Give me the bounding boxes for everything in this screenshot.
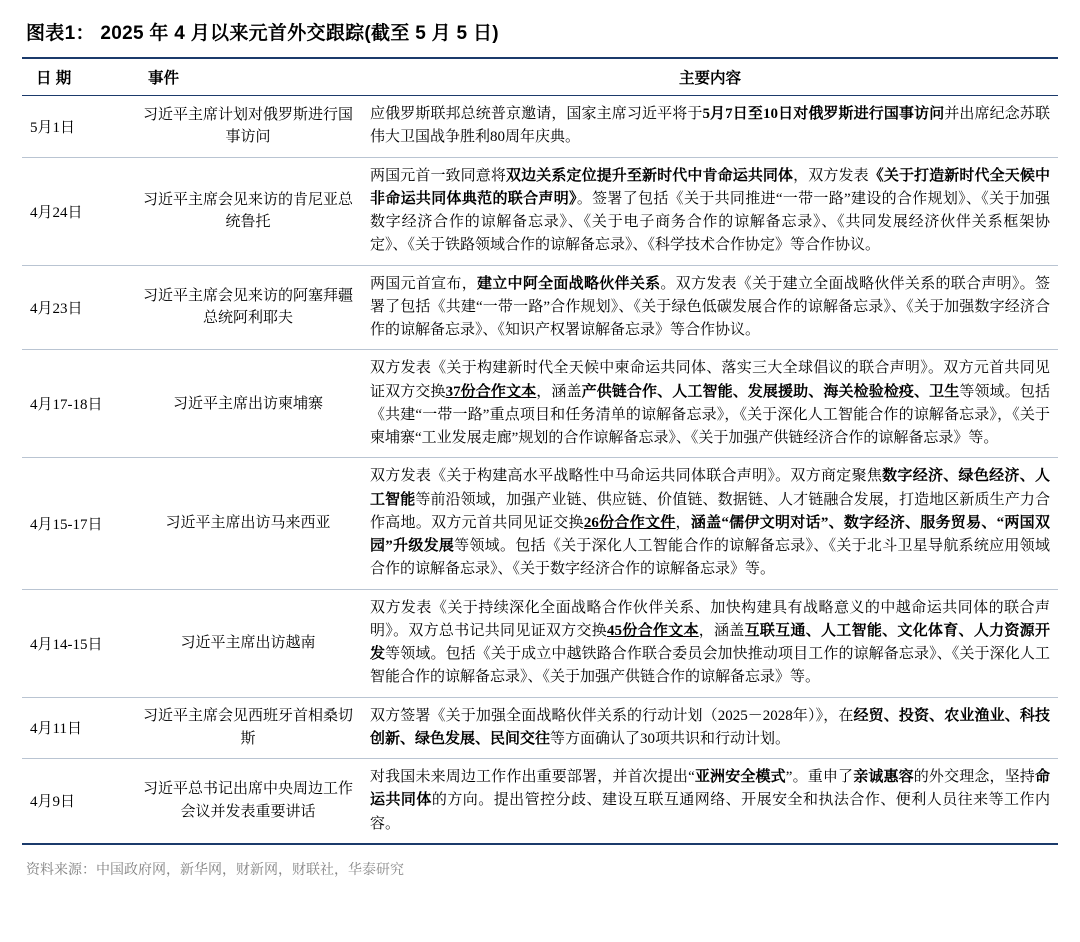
column-header-event: 事件 <box>148 70 180 87</box>
table-header <box>22 58 1058 96</box>
cell-content: 两国元首一致同意将双边关系定位提升至新时代中肯命运共同体，双方发表《关于打造新时代全天候中非命运共同体典范的联合声明》。签署了包括《关于共同推进“一带一路”建设的合作规划》、《关于加强数字经济合作的谅解备忘录》、《关于电子商务合作的谅解备忘录》、《共同发展经济伙伴关系框架协定》、《关于铁路领域合作的谅解备忘录》、《科学技术合作协定》等合作协议。 <box>370 167 1050 254</box>
cell-date: 4月14-15日 <box>30 636 103 653</box>
cell-event: 习近平主席出访越南 <box>180 634 316 651</box>
cell-event: 习近平主席会见西班牙首相桑切斯 <box>142 708 353 747</box>
column-header-date: 日 期 <box>36 70 72 87</box>
cell-event: 习近平主席出访柬埔寨 <box>172 395 323 412</box>
table-row <box>22 96 1058 158</box>
cell-date: 4月9日 <box>30 794 76 811</box>
cell-event: 习近平主席会见来访的阿塞拜疆总统阿利耶夫 <box>142 287 353 327</box>
source-label: 资料来源： <box>26 860 96 877</box>
cell-event: 习近平主席会见来访的肯尼亚总统鲁托 <box>142 191 353 230</box>
cell-date: 4月15-17日 <box>30 516 103 533</box>
cell-event: 习近平主席计划对俄罗斯进行国事访问 <box>142 106 353 146</box>
page-title: 图表1： 2025 年 4 月以来元首外交跟踪(截至 5 月 5 日) <box>26 23 499 44</box>
cell-content: 双方发表《关于构建新时代全天候中柬命运共同体、落实三大全球倡议的联合声明》。双方元首共同见证双方交换37份合作文本，涵盖产供链合作、人工智能、发展援助、海关检验检疫、卫生等领域。包括《共建“一带一路”重点项目和任务清单的谅解备忘录》，《关于深化人工智能合作的谅解备忘录》，《关于柬埔寨“工业发展走廊”规划的合作谅解备忘录》、《关于加强产供链经济合作的谅解备忘录》等。 <box>370 360 1050 446</box>
cell-date: 4月24日 <box>30 204 83 221</box>
cell-content: 两国元首宣布，建立中阿全面战略伙伴关系。双方发表《关于建立全面战略伙伴关系的联合声明》。签署了包括《共建“一带一路”合作规划》、《关于绿色低碳发展合作的谅解备忘录》、《关于加强数字经济合作的谅解备忘录》、《知识产权署谅解备忘录》等合作协议。 <box>370 275 1050 338</box>
table-header-row <box>22 58 1058 96</box>
diplomacy-tracking-table <box>22 57 1058 845</box>
table-body <box>22 96 1058 844</box>
source-items: 中国政府网，新华网，财新网，财联社， <box>96 860 348 877</box>
table-row <box>22 589 1058 697</box>
table-row <box>22 350 1058 458</box>
source-note <box>26 859 1058 879</box>
cell-content: 应俄罗斯联邦总统普京邀请，国家主席习近平将于5月7日至10日对俄罗斯进行国事访问并出席纪念苏联伟大卫国战争胜利80周年庆典。 <box>370 106 1050 146</box>
cell-content: 双方发表《关于构建高水平战略性中马命运共同体联合声明》。双方商定聚焦数字经济、绿色经济、人工智能等前沿领域，加强产业链、供应链、价值链、数据链、人才链融合发展，打造地区新质生产力合作高地。双方元首共同见证交换26份合作文件，涵盖“儒伊文明对话”、数字经济、服务贸易、“两国双园”升级发展等领域。包括《关于深化人工智能合作的谅解备忘录》、《关于北斗卫星导航系统应用领域合作的谅解备忘录》、《关于数字经济合作的谅解备忘录》等。 <box>370 468 1050 578</box>
cell-event: 习近平总书记出席中央周边工作会议并发表重要讲话 <box>142 781 353 820</box>
table-row <box>22 697 1058 759</box>
cell-content: 双方签署《关于加强全面战略伙伴关系的行动计划（2025－2028年）》，在经贸、投资、农业渔业、科技创新、绿色发展、民间交往等方面确认了30项共识和行动计划。 <box>370 707 1050 747</box>
table-row <box>22 458 1058 589</box>
cell-date: 4月23日 <box>30 300 83 317</box>
source-firm: 华泰研究 <box>348 860 404 877</box>
table-row <box>22 759 1058 844</box>
cell-event: 习近平主席出访马来西亚 <box>165 515 331 532</box>
column-header-content: 主要内容 <box>678 70 741 87</box>
table-row <box>22 157 1058 265</box>
cell-date: 5月1日 <box>30 119 76 136</box>
table-row <box>22 265 1058 350</box>
cell-date: 4月17-18日 <box>30 397 103 414</box>
cell-date: 4月11日 <box>30 721 82 738</box>
cell-content: 对我国未来周边工作作出重要部署，并首次提出“亚洲安全模式”。重申了亲诚惠容的外交理念，坚持命运共同体的方向。提出管控分歧、建设互联互通网络、开展安全和执法合作、便利人员往来等工作内容。 <box>370 769 1050 832</box>
cell-content: 双方发表《关于持续深化全面战略合作伙伴关系、加快构建具有战略意义的中越命运共同体的联合声明》。双方总书记共同见证双方交换45份合作文本，涵盖互联互通、人工智能、文化体育、人力资源开发等领域。包括《关于成立中越铁路合作联合委员会加快推动项目工作的谅解备忘录》、《关于深化人工智能合作的谅解备忘录》、《关于加强产供链合作的谅解备忘录》等。 <box>370 599 1050 686</box>
